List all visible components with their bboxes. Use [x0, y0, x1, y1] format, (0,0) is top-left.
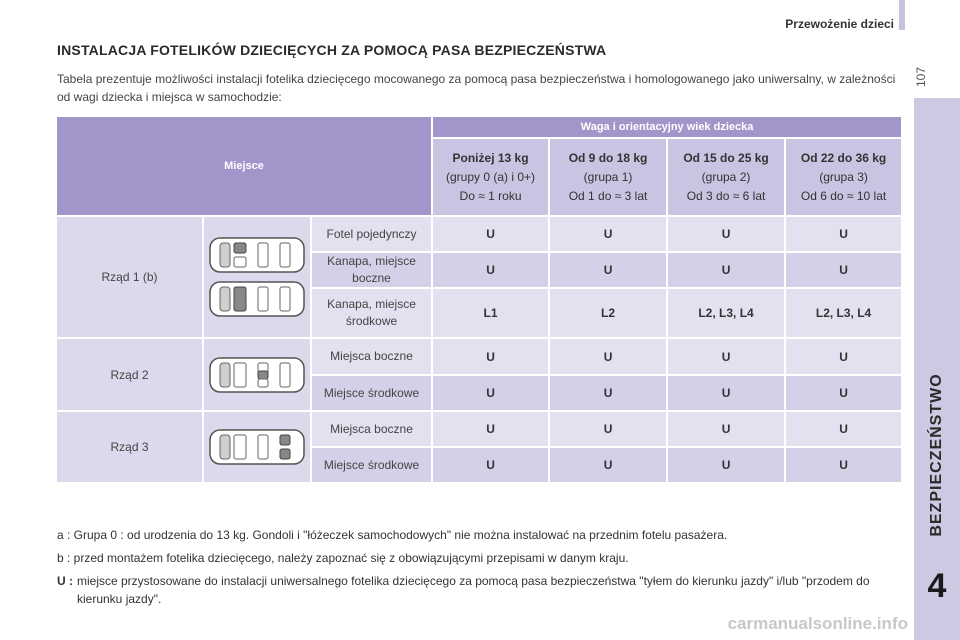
section-title: INSTALACJA FOTELIKÓW DZIECIĘCYCH ZA POMOCĄ PASA BEZPIECZEŃSTWA: [57, 42, 607, 58]
header-divider: [899, 0, 905, 30]
position-label: Kanapa, miejsce środkowe: [312, 289, 433, 339]
table-cell: U: [433, 217, 550, 253]
table-cell: L2: [550, 289, 668, 339]
seat-installation-table: [57, 117, 903, 484]
footnote-b: b : przed montażem fotelika dziecięcego, należy zapoznać się z obowiązującymi przepisami w danym kraju.: [57, 551, 629, 565]
table-cell: U: [433, 412, 550, 448]
car-seat-diagram-icon: [208, 355, 306, 395]
table-cell: U: [550, 217, 668, 253]
group-label: (grupa 2): [701, 169, 751, 184]
footnote-a: a : Grupa 0 : od urodzenia do 13 kg. Gondoli i "łóżeczek samochodowych" nie można instalować na przednim fotelu pasażera.: [57, 528, 728, 542]
group-age: Od 6 do ≈ 10 lat: [800, 188, 887, 203]
table-cell: U: [668, 376, 786, 412]
place-header: Miejsce: [57, 117, 433, 217]
row-group-label: Rząd 2: [57, 339, 204, 412]
table-cell: U: [550, 339, 668, 376]
car-seat-diagram-icon: [208, 427, 306, 467]
table-cell: U: [786, 376, 903, 412]
footnote-u-text: miejsce przystosowane do instalacji uniwersalnego fotelika dziecięcego za pomocą pasa bezpieczeństwa "tyłem do kierunku jazdy" i/lub "przodem do kierunku jazdy".: [77, 574, 870, 606]
group-header: [668, 139, 786, 217]
table-cell: U: [668, 253, 786, 289]
chapter-number: 4: [927, 567, 947, 605]
position-label: Miejsca boczne: [312, 412, 433, 448]
table-cell: U: [550, 448, 668, 484]
group-label: (grupa 3): [819, 169, 868, 184]
weight-header: Waga i orientacyjny wiek dziecka: [433, 117, 903, 139]
group-age: Od 3 do ≈ 6 lat: [686, 188, 766, 203]
footnote-u-key: U :: [57, 574, 73, 588]
table-cell: U: [550, 412, 668, 448]
group-label: (grupy 0 (a) i 0+): [446, 169, 536, 184]
position-label: Fotel pojedynczy: [312, 217, 433, 253]
watermark: carmanualsonline.info: [727, 614, 908, 633]
car-seat-diagram-icon: [208, 279, 306, 319]
table-cell: U: [433, 253, 550, 289]
intro-text: Tabela prezentuje możliwości instalacji fotelika dziecięcego mocowanego za pomocą pasa bezpieczeństwa i homologowanego jako uniwersalny, w zależności od wagi dziecka i miejsca w samochodzie:: [57, 72, 896, 104]
car-diagram-row3: [204, 412, 312, 484]
row-group-label: Rząd 3: [57, 412, 204, 484]
table-cell: U: [668, 217, 786, 253]
row-group-label: Rząd 1 (b): [57, 217, 204, 339]
table-cell: L2, L3, L4: [786, 289, 903, 339]
group-age: Do ≈ 1 roku: [459, 188, 522, 203]
table-cell: U: [433, 339, 550, 376]
position-label: Miejsca boczne: [312, 339, 433, 376]
position-label: Miejsce środkowe: [312, 448, 433, 484]
table-cell: L2, L3, L4: [668, 289, 786, 339]
header-title: Przewożenie dzieci: [785, 17, 894, 31]
table-cell: U: [786, 253, 903, 289]
group-weight: Poniżej 13 kg: [452, 150, 529, 165]
group-header: [786, 139, 903, 217]
chapter-label: BEZPIECZEŃSTWO: [928, 373, 945, 537]
table-cell: L1: [433, 289, 550, 339]
group-header: [433, 139, 550, 217]
group-weight: Od 22 do 36 kg: [800, 150, 887, 165]
table-cell: U: [668, 339, 786, 376]
position-label: Miejsce środkowe: [312, 376, 433, 412]
table-cell: U: [786, 339, 903, 376]
group-label: (grupa 1): [583, 169, 633, 184]
group-weight: Od 15 do 25 kg: [683, 150, 769, 165]
group-weight: Od 9 do 18 kg: [568, 150, 648, 165]
table-cell: U: [786, 412, 903, 448]
table-cell: U: [433, 376, 550, 412]
table-cell: U: [786, 217, 903, 253]
car-diagram-row1: [204, 217, 312, 339]
car-diagram-row2: [204, 339, 312, 412]
footnote-u: [57, 572, 907, 608]
table-cell: U: [433, 448, 550, 484]
group-header: [550, 139, 668, 217]
car-seat-diagram-icon: [208, 235, 306, 275]
table-cell: U: [550, 376, 668, 412]
group-age: Od 1 do ≈ 3 lat: [568, 188, 648, 203]
table-cell: U: [668, 412, 786, 448]
table-cell: U: [668, 448, 786, 484]
table-cell: U: [550, 253, 668, 289]
footnotes: [57, 526, 907, 608]
table-cell: U: [786, 448, 903, 484]
position-label: Kanapa, miejsce boczne: [312, 253, 433, 289]
page-number: 107: [914, 66, 928, 88]
